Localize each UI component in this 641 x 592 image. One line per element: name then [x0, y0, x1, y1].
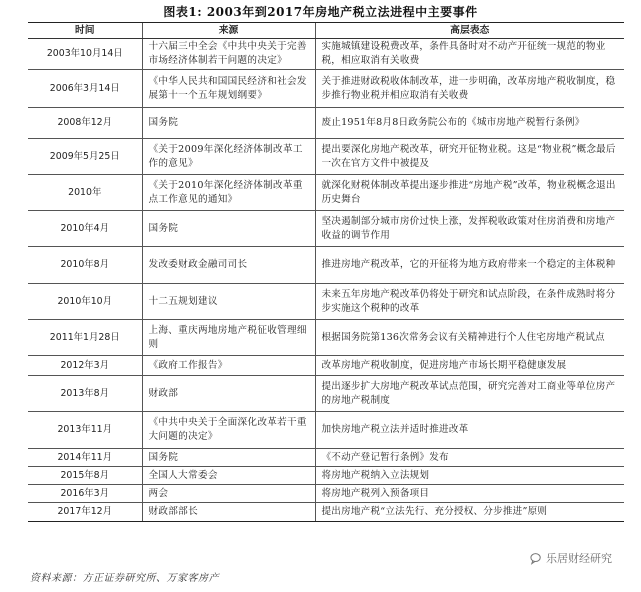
table-row	[28, 356, 624, 376]
cell-source: 国务院	[142, 108, 315, 139]
cell-time: 2012年3月	[28, 356, 142, 376]
cell-time: 2016年3月	[28, 485, 142, 503]
table-row	[28, 284, 624, 320]
cell-statement: 提出房地产税“立法先行、充分授权、分步推进”原则	[315, 503, 624, 522]
table-row	[28, 485, 624, 503]
cell-time: 2003年10月14日	[28, 39, 142, 70]
cell-source: 财政部	[142, 376, 315, 412]
cell-time: 2014年11月	[28, 449, 142, 467]
cell-time: 2009年5月25日	[28, 139, 142, 175]
chat-bubble-icon	[530, 552, 543, 565]
table-row	[28, 320, 624, 356]
cell-source: 《中华人民共和国国民经济和社会发展第十一个五年规划纲要》	[142, 70, 315, 108]
events-table	[28, 22, 624, 522]
table-row	[28, 39, 624, 70]
cell-source: 发改委财政金融司司长	[142, 247, 315, 284]
cell-statement: 提出要深化房地产税改革，研究开征物业税。这是“物业税”概念最后一次在官方文件中被提及	[315, 139, 624, 175]
cell-source: 《政府工作报告》	[142, 356, 315, 376]
cell-source: 国务院	[142, 211, 315, 247]
cell-time: 2010年8月	[28, 247, 142, 284]
table-row	[28, 412, 624, 449]
cell-statement: 就深化财税体制改革提出逐步推进“房地产税”改革，物业税概念退出历史舞台	[315, 175, 624, 211]
cell-statement: 根据国务院第136次常务会议有关精神进行个人住宅房地产税试点	[315, 320, 624, 356]
cell-statement: 推进房地产税改革，它的开征将为地方政府带来一个稳定的主体税种	[315, 247, 624, 284]
watermark	[528, 550, 614, 566]
cell-time: 2008年12月	[28, 108, 142, 139]
table-row	[28, 139, 624, 175]
watermark-text: 乐居财经研究	[546, 552, 612, 565]
table-row	[28, 247, 624, 284]
cell-statement: 坚决遏制部分城市房价过快上涨，发挥税收政策对住房消费和房地产收益的调节作用	[315, 211, 624, 247]
header-time: 时间	[28, 23, 142, 39]
cell-statement: 废止1951年8月8日政务院公布的《城市房地产税暂行条例》	[315, 108, 624, 139]
cell-source: 财政部部长	[142, 503, 315, 522]
cell-statement: 《不动产登记暂行条例》发布	[315, 449, 624, 467]
cell-statement: 加快房地产税立法并适时推进改革	[315, 412, 624, 449]
cell-statement: 关于推进财政税收体制改革，进一步明确，改革房地产税收制度，稳步推行物业税并相应取消有关收费	[315, 70, 624, 108]
cell-time: 2017年12月	[28, 503, 142, 522]
table-header-row	[28, 23, 624, 39]
cell-time: 2015年8月	[28, 467, 142, 485]
cell-source: 《关于2009年深化经济体制改革工作的意见》	[142, 139, 315, 175]
cell-time: 2010年10月	[28, 284, 142, 320]
cell-source: 《中共中央关于全面深化改革若干重大问题的决定》	[142, 412, 315, 449]
cell-statement: 将房地产税纳入立法规划	[315, 467, 624, 485]
cell-source: 两会	[142, 485, 315, 503]
cell-statement: 实施城镇建设税费改革，条件具备时对不动产开征统一规范的物业税，相应取消有关收费	[315, 39, 624, 70]
cell-time: 2013年8月	[28, 376, 142, 412]
cell-statement: 将房地产税列入预备项目	[315, 485, 624, 503]
figure-title: 图表1: 2003年到2017年房地产税立法进程中主要事件	[163, 5, 478, 19]
cell-time: 2010年4月	[28, 211, 142, 247]
cell-statement: 未来五年房地产税改革仍将处于研究和试点阶段，在条件成熟时将分步实施这个税种的改革	[315, 284, 624, 320]
table-row	[28, 449, 624, 467]
cell-source: 全国人大常委会	[142, 467, 315, 485]
cell-source: 国务院	[142, 449, 315, 467]
table-row	[28, 376, 624, 412]
table-row	[28, 503, 624, 522]
header-source: 来源	[142, 23, 315, 39]
cell-statement: 提出逐步扩大房地产税改革试点范围，研究完善对工商业等单位房产的房地产税制度	[315, 376, 624, 412]
cell-statement: 改革房地产税收制度，促进房地产市场长期平稳健康发展	[315, 356, 624, 376]
table-row	[28, 467, 624, 485]
table-row	[28, 108, 624, 139]
cell-time: 2013年11月	[28, 412, 142, 449]
source-note: 资料来源：方正证券研究所、万家客房产	[30, 573, 219, 584]
table-row	[28, 211, 624, 247]
cell-source: 十二五规划建议	[142, 284, 315, 320]
table-row	[28, 70, 624, 108]
cell-time: 2010年	[28, 175, 142, 211]
header-statement: 高层表态	[315, 23, 624, 39]
cell-time: 2006年3月14日	[28, 70, 142, 108]
cell-source: 《关于2010年深化经济体制改革重点工作意见的通知》	[142, 175, 315, 211]
cell-source: 上海、重庆两地房地产税征收管理细则	[142, 320, 315, 356]
table-row	[28, 175, 624, 211]
cell-time: 2011年1月28日	[28, 320, 142, 356]
cell-source: 十六届三中全会《中共中央关于完善市场经济体制若干问题的决定》	[142, 39, 315, 70]
